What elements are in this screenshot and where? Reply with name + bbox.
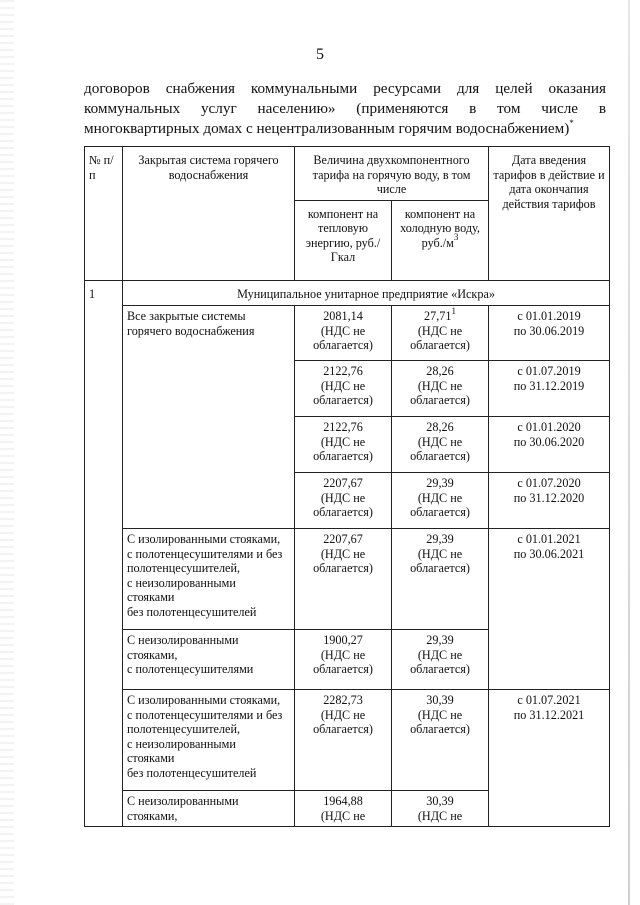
row-number: 1	[85, 280, 123, 827]
system-label: С изолированными стояками, с полотенцесушителями и без полотенцесушителей, с неизолированными стояками без полотенцесушителей	[123, 690, 295, 791]
cold-value-number: 27,71	[424, 309, 452, 323]
cold-value-footnote: 1	[451, 305, 456, 316]
footnote-mark: *	[569, 117, 574, 128]
header-cold-text: компонент на холодную воду, руб./м	[400, 206, 480, 250]
intro-paragraph	[84, 79, 606, 139]
heat-value: 2207,67 (НДС не облагается)	[295, 529, 392, 630]
intro-line	[84, 119, 606, 139]
heat-value: 2122,76 (НДС не облагается)	[295, 417, 392, 473]
table-row	[85, 690, 610, 791]
date-range: с 01.07.2019 по 31.12.2019	[489, 361, 610, 417]
heat-value: 2282,73 (НДС не облагается)	[295, 690, 392, 791]
heat-value: 2207,67 (НДС не облагается)	[295, 473, 392, 529]
date-range: с 01.01.2019 по 30.06.2019	[489, 306, 610, 361]
date-range: с 01.01.2020 по 30.06.2020	[489, 417, 610, 473]
intro-line-text: многоквартирных домах с нецентрализованным горячим водоснабжением)	[84, 120, 570, 137]
heat-value: 2122,76 (НДС не облагается)	[295, 361, 392, 417]
intro-line: договоров снабжения коммунальными ресурсами для целей оказания	[84, 80, 606, 97]
cold-value: 29,39 (НДС не облагается)	[392, 630, 489, 690]
header-system: Закрытая система горячего водоснабжения	[123, 147, 295, 281]
page-number: 5	[316, 46, 324, 63]
system-label: С неизолированными стояками, с полотенцесушителями	[123, 630, 295, 690]
cold-value: 28,26 (НДС не облагается)	[392, 361, 489, 417]
system-label: С неизолированными стояками,	[123, 791, 295, 827]
heat-value: 2081,14 (НДС не облагается)	[295, 306, 392, 361]
cold-value: 29,39 (НДС не облагается)	[392, 529, 489, 630]
cold-value: 30,39 (НДС не облагается)	[392, 690, 489, 791]
organization-row	[85, 280, 610, 306]
header-dates: Дата введения тарифов в действие и дата окончапия действия тарифов	[489, 147, 610, 281]
block1-label: Все закрытые системы горячего водоснабжения	[123, 306, 295, 529]
header-cold-sup: 3	[453, 232, 459, 243]
scan-right-edge	[628, 0, 630, 905]
table-row	[85, 529, 610, 630]
table-header-row	[85, 147, 610, 201]
header-tariff: Величина двухкомпонентного тарифа на горячую воду, в том числе	[295, 147, 489, 201]
heat-value: 1964,88 (НДС не	[295, 791, 392, 827]
cold-value	[392, 306, 489, 361]
cold-value: 30,39 (НДС не	[392, 791, 489, 827]
table-row	[85, 306, 610, 361]
header-num: № п/п	[85, 147, 123, 281]
cold-value: 28,26 (НДС не облагается)	[392, 417, 489, 473]
date-range: с 01.07.2021 по 31.12.2021	[489, 690, 610, 827]
heat-value: 1900,27 (НДС не облагается)	[295, 630, 392, 690]
date-range: с 01.07.2020 по 31.12.2020	[489, 473, 610, 529]
organization-name: Муниципальное унитарное предприятие «Искра»	[123, 280, 610, 306]
header-heat: компонент на тепловую энергию, руб./Гкал	[295, 200, 392, 280]
intro-line: коммунальных услуг населению» (применяются в том числе в	[84, 100, 606, 117]
date-range: с 01.01.2021 по 30.06.2021	[489, 529, 610, 690]
cold-value: 29,39 (НДС не облагается)	[392, 473, 489, 529]
cold-value-note: (НДС не облагается)	[410, 323, 470, 352]
system-label: С изолированными стояками, с полотенцесушителями и без полотенцесушителей, с неизолированными стояками без полотенцесушителей	[123, 529, 295, 630]
header-cold	[392, 200, 489, 280]
tariff-table	[84, 146, 610, 827]
scan-left-margin	[0, 0, 14, 905]
